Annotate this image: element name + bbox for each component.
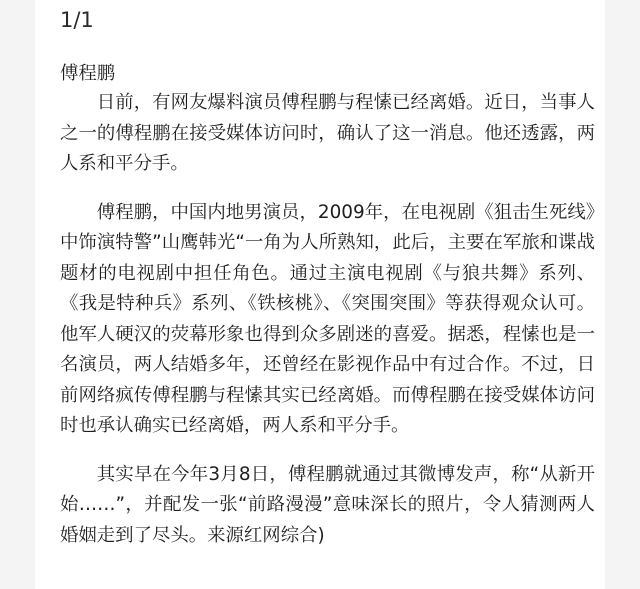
article-paragraph: 其实早在今年3月8日，傅程鹏就通过其微博发声，称“从新开始……”，并配发一张“前路漫漫”意味深长的照片，令人猜测两人婚姻走到了尽头。来源红网综合) bbox=[60, 463, 595, 546]
article-title: 傅程鹏 bbox=[60, 63, 116, 84]
article-paragraph: 傅程鹏，中国内地男演员，2009年，在电视剧《狙击生死线》中饰演特警”山鹰韩光“一角为人所熟知，此后，主要在军旅和谍战题材的电视剧中担任角色。通过主演电视剧《与狼共舞》系列、《我是特种兵》系列、《铁核桃》、《突围突围》等获得观众认可。他军人硬汉的荧幕形象也得到众多剧迷的喜爱。据悉，程愫也是一名演员，两人结婚多年，还曾经在影视作品中有过合作。不过，日前网络疯传傅程鹏与程愫其实已经离婚。而傅程鹏在接受媒体访问时也承认确实已经离婚，两人系和平分手。 bbox=[60, 201, 595, 436]
page-indicator: 1/1 bbox=[60, 8, 94, 32]
article-body bbox=[60, 60, 595, 569]
article-paragraph: 日前，有网友爆料演员傅程鹏与程愫已经离婚。近日，当事人之一的傅程鹏在接受媒体访问时，确认了这一消息。他还透露，两人系和平分手。 bbox=[60, 92, 595, 174]
document-page bbox=[35, 0, 605, 589]
